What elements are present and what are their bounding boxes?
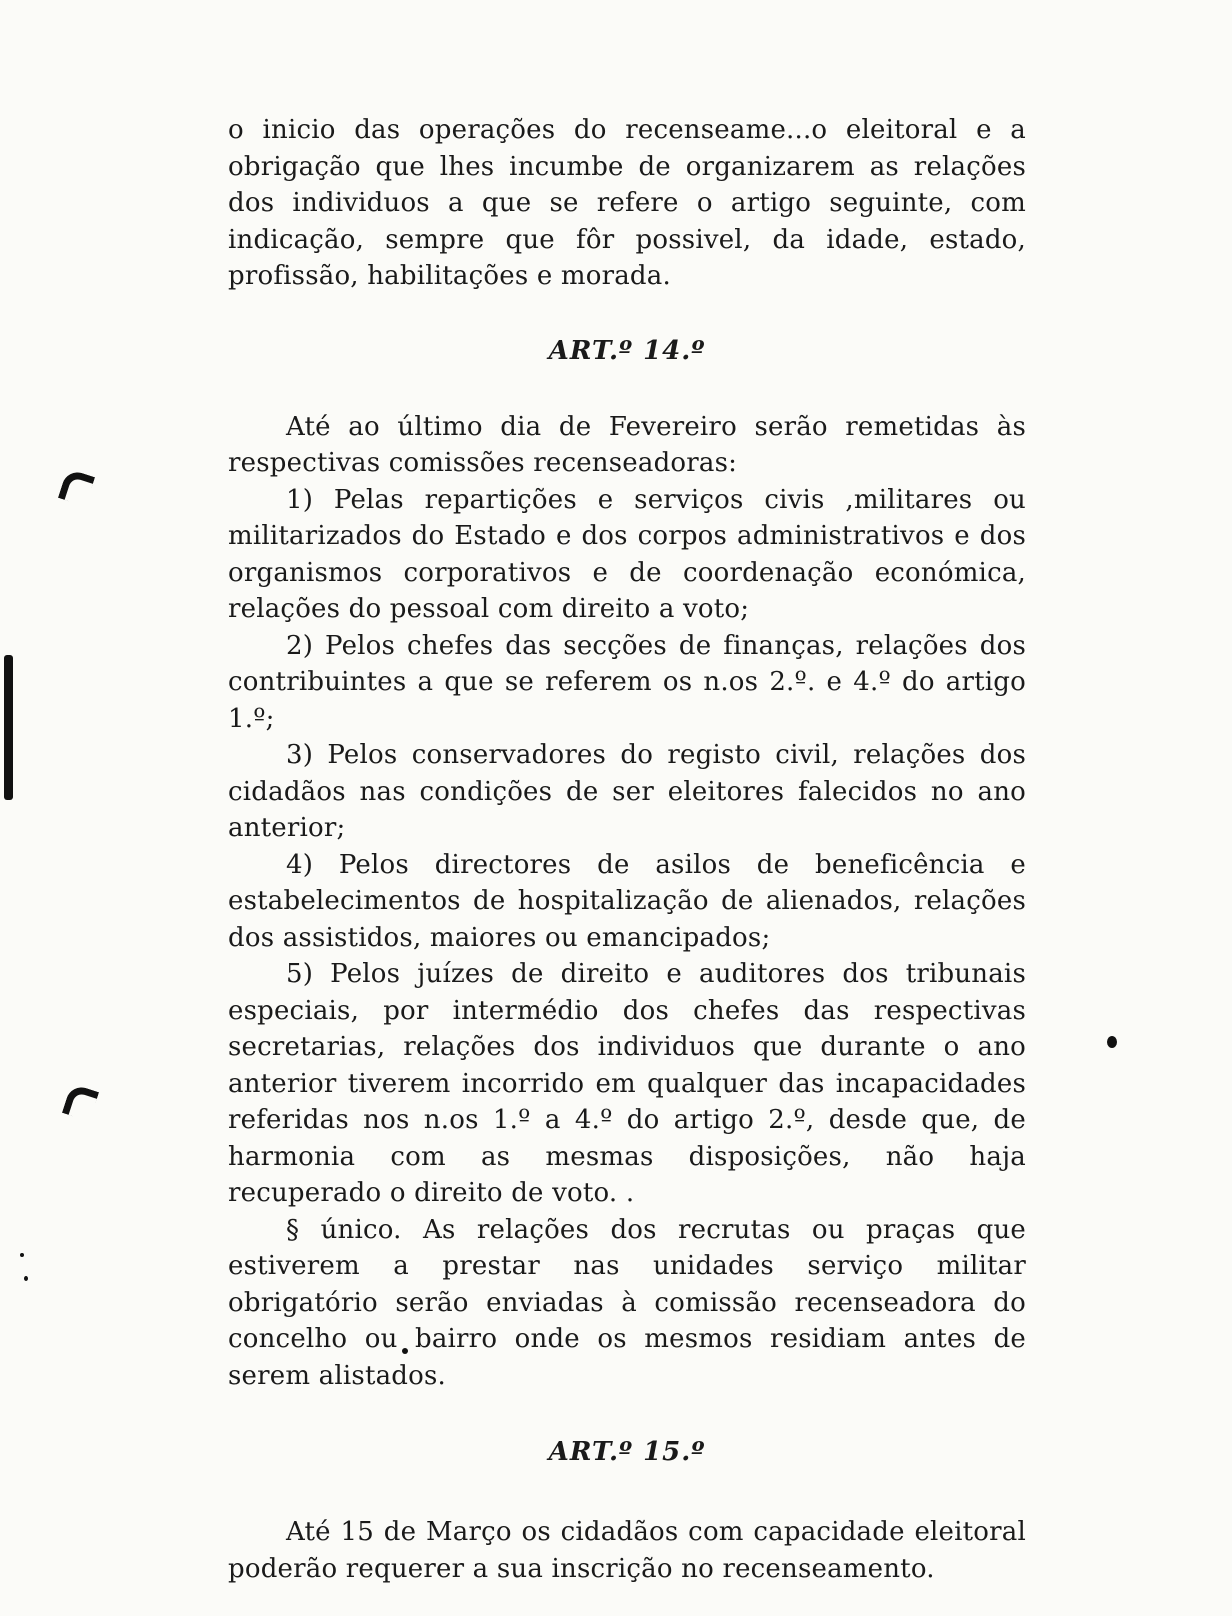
scan-mark-left-bar (4, 655, 13, 800)
art14-item-4: 4) Pelos directores de asilos de beneficência e estabelecimentos de hospitalização de alienados, relações dos assistidos, maiores ou emancipados; (228, 849, 1026, 953)
art14-item-3: 3) Pelos conservadores do registo civil, relações dos cidadãos nas condições de ser eleitores falecidos no ano anterior; (228, 740, 1026, 843)
scan-mark-dot-right (1107, 1036, 1117, 1048)
art14-item-5: 5) Pelos juízes de direito e auditores dos tribunais especiais, por intermédio dos chefes das respectivas secretarias, relações dos individuos que durante o ano anterior tiverem incorrido em qualquer das incapacidades referidas nos n.os 1.º a 4.º do artigo 2.º, desde que, de harmonia com as mesmas disposições, não haja recuperado o direito de voto. . (228, 959, 1026, 1208)
art14-lead-paragraph: Até ao último dia de Fevereiro serão remetidas às respectivas comissões recenseadoras: (228, 411, 1026, 478)
document-page (228, 112, 1026, 1587)
scan-mark-dot-left-1 (20, 1253, 24, 1257)
art14-item-1: 1) Pelas repartições e serviços civis ,militares ou militarizados do Estado e dos corpos administrativos e dos organismos corporativos e de coordenação económica, relações do pessoal com direito a voto; (228, 484, 1026, 624)
scan-mark-dot-left-2 (24, 1276, 28, 1281)
intro-paragraph: o inicio das operações do recenseame...o eleitoral e a obrigação que lhes incumbe de organizarem as relações dos individuos a que se refere o artigo seguinte, com indicação, sempre que fôr possivel, da idade, estado, profissão, habilitações e morada. (228, 115, 1026, 291)
art15-heading: ART.º 15.º (548, 1437, 706, 1467)
art14-item-2: 2) Pelos chefes das secções de finanças, relações dos contribuintes a que se referem os n.os 2.º. e 4.º do artigo 1.º; (228, 630, 1026, 734)
art14-heading: ART.º 14.º (548, 335, 706, 366)
scan-mark-hook-bottom (62, 1083, 99, 1121)
art14-sole-paragraph: § único. As relações dos recrutas ou praças que estiverem a prestar nas unidades serviço militar obrigatório serão enviadas à comissão recenseadora do concelho ou bairro onde os mesmos residiam antes de serem alistados. (228, 1214, 1026, 1391)
scan-mark-hook-top (58, 468, 95, 506)
art15-paragraph: Até 15 de Março os cidadãos com capacidade eleitoral poderão requerer a sua inscrição no recenseamento. (228, 1517, 1026, 1584)
